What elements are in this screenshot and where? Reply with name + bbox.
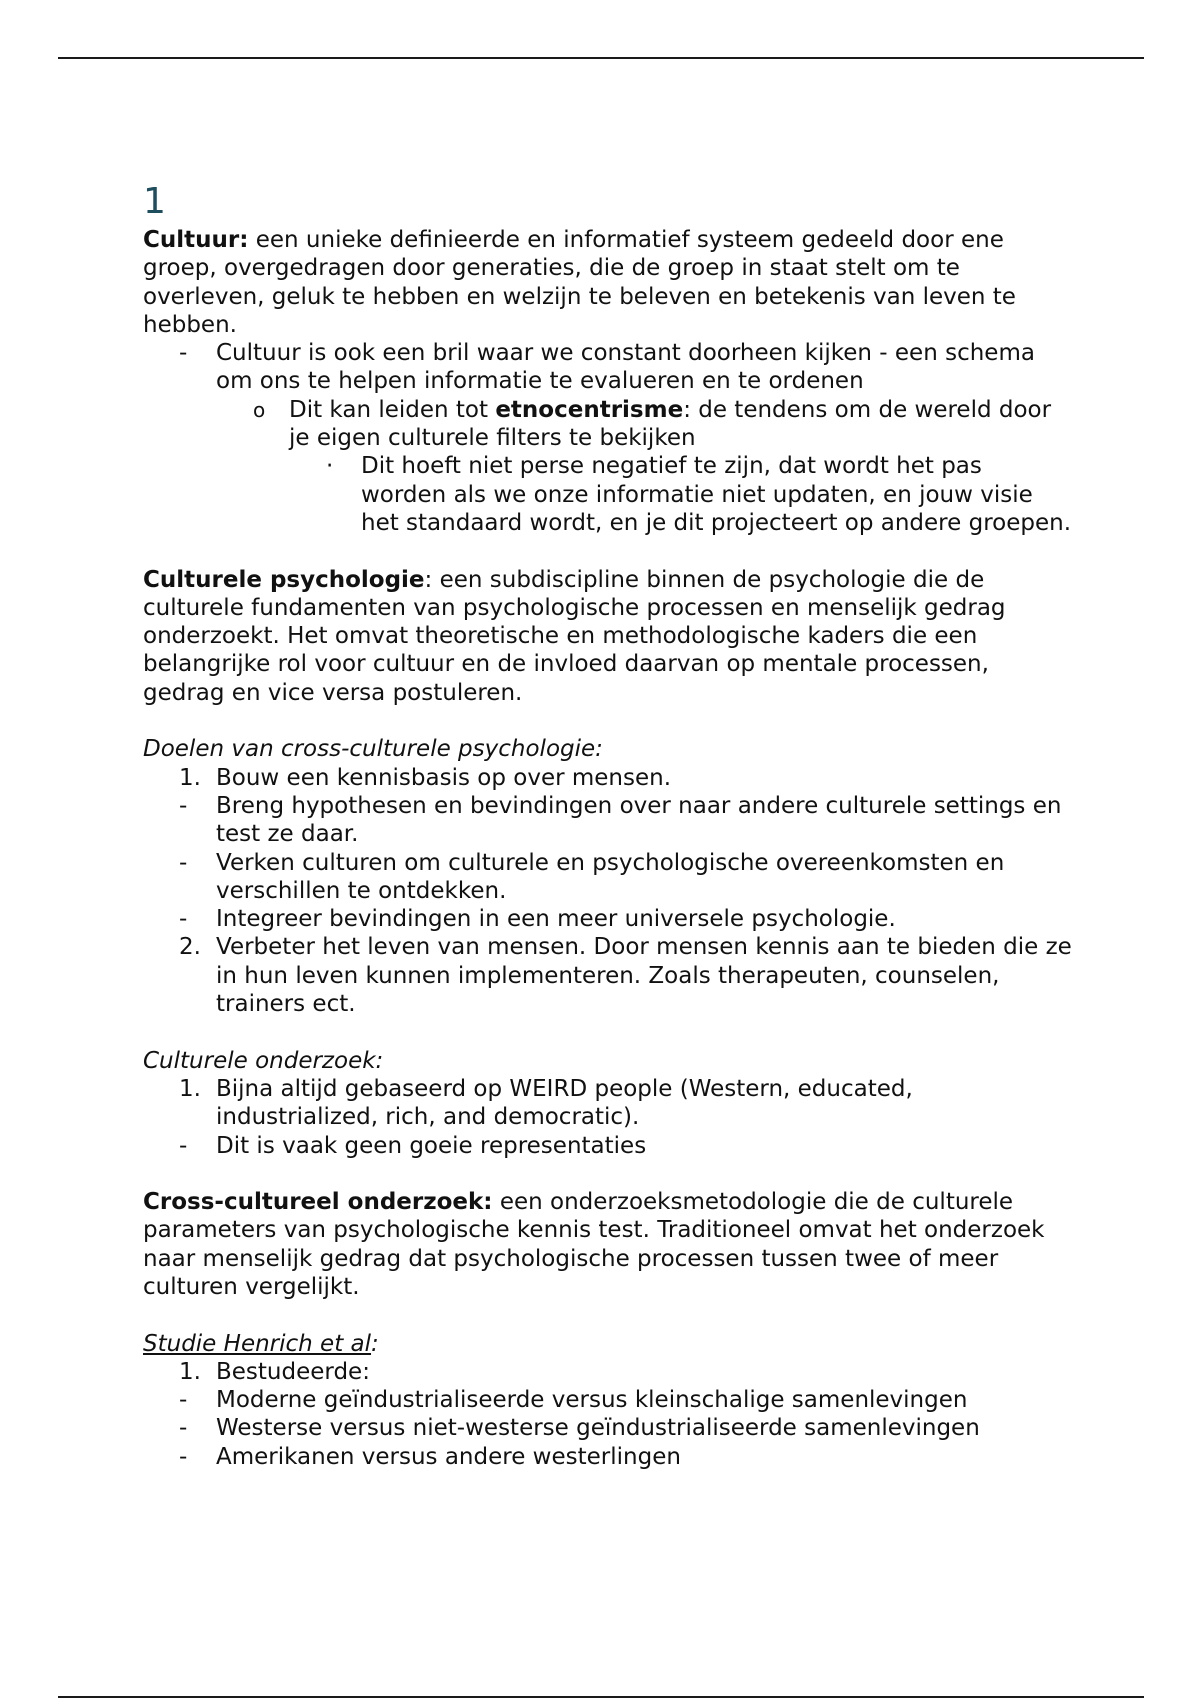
culturele-psychologie-definition: Culturele psychologie: een subdiscipline binnen de psychologie die de culturele fundamenten van psychologische processen en menselijk gedrag onderzoekt. Het omvat theoretische en methodologische kaders die een belangrijke rol voor cultuur en de invloed daarvan op mentale processen, gedrag en vice versa postuleren. bbox=[143, 566, 1006, 706]
list-item: - Cultuur is ook een bril waar we constant doorheen kijken - een schema om ons te helpen informatie te evalueren en te ordenen bbox=[179, 340, 1035, 395]
list-item: 1. Bestudeerde: bbox=[179, 1358, 370, 1385]
list-item: - Amerikanen versus andere westerlingen bbox=[179, 1443, 681, 1470]
dot-bullet-icon: · bbox=[326, 453, 334, 480]
list-item: - Moderne geïndustrialiseerde versus kleinschalige samenlevingen bbox=[179, 1387, 968, 1414]
header-rule bbox=[58, 57, 1144, 59]
henrich-title: Studie Henrich et al: bbox=[143, 1330, 379, 1357]
cross-cultureel-term: Cross-cultureel onderzoek: bbox=[143, 1189, 493, 1216]
cultuur-text: een unieke definieerde en informatief systeem gedeeld door ene groep, overgedragen door generaties, die de groep in staat stelt om te overleven, geluk te hebben en welzijn te beleven en betekenis van leven te hebben. bbox=[143, 227, 1016, 338]
list-item: o Dit kan leiden tot etnocentrisme: de tendens om de wereld door je eigen culturele filters te bekijken bbox=[253, 396, 1052, 452]
footer-rule bbox=[58, 1696, 1144, 1698]
document-page bbox=[143, 180, 1073, 1471]
list-item: 2. Verbeter het leven van mensen. Door mensen kennis aan te bieden die ze in hun leven kunnen implementeren. Zoals therapeuten, counselen, trainers ect. bbox=[179, 934, 1072, 1018]
culturele-psychologie-term: Culturele psychologie bbox=[143, 566, 425, 593]
list-item: - Integreer bevindingen in een meer universele psychologie. bbox=[179, 906, 896, 933]
cultuur-definition bbox=[143, 226, 1073, 339]
list-item: - Westerse versus niet-westerse geïndustrialiseerde samenlevingen bbox=[179, 1415, 980, 1442]
onderzoek-title: Culturele onderzoek: bbox=[143, 1047, 384, 1074]
list-item: - Breng hypothesen en bevindingen over naar andere culturele settings en test ze daar. bbox=[179, 792, 1062, 848]
list-item: - Dit is vaak geen goeie representaties bbox=[179, 1132, 647, 1159]
dash-marker: - bbox=[179, 340, 188, 367]
circle-bullet-icon: o bbox=[253, 397, 266, 422]
cross-cultureel-definition: Cross-cultureel onderzoek: een onderzoeksmetodologie die de culturele parameters van psychologische kennis test. Traditioneel omvat het onderzoek naar menselijk gedrag dat psychologische processen tussen twee of meer culturen vergelijkt. bbox=[143, 1189, 1045, 1300]
list-item: - Verken culturen om culturele en psychologische overeenkomsten en verschillen te ontdekken. bbox=[179, 849, 1005, 904]
etnocentrisme-term: etnocentrisme bbox=[495, 396, 684, 423]
list-item: 1. Bouw een kennisbasis op over mensen. bbox=[179, 764, 672, 791]
section-heading: 1 bbox=[143, 181, 166, 222]
list-item: · Dit hoeft niet perse negatief te zijn, dat wordt het pas worden als we onze informatie niet updaten, en jouw visie het standaard wordt, en je dit projecteert op andere groepen. bbox=[326, 453, 1072, 536]
cultuur-term: Cultuur: bbox=[143, 227, 249, 253]
list-item: 1. Bijna altijd gebaseerd op WEIRD people (Western, educated, industrialized, rich, and democratic). bbox=[179, 1075, 913, 1131]
doelen-title: Doelen van cross-culturele psychologie: bbox=[143, 736, 603, 763]
